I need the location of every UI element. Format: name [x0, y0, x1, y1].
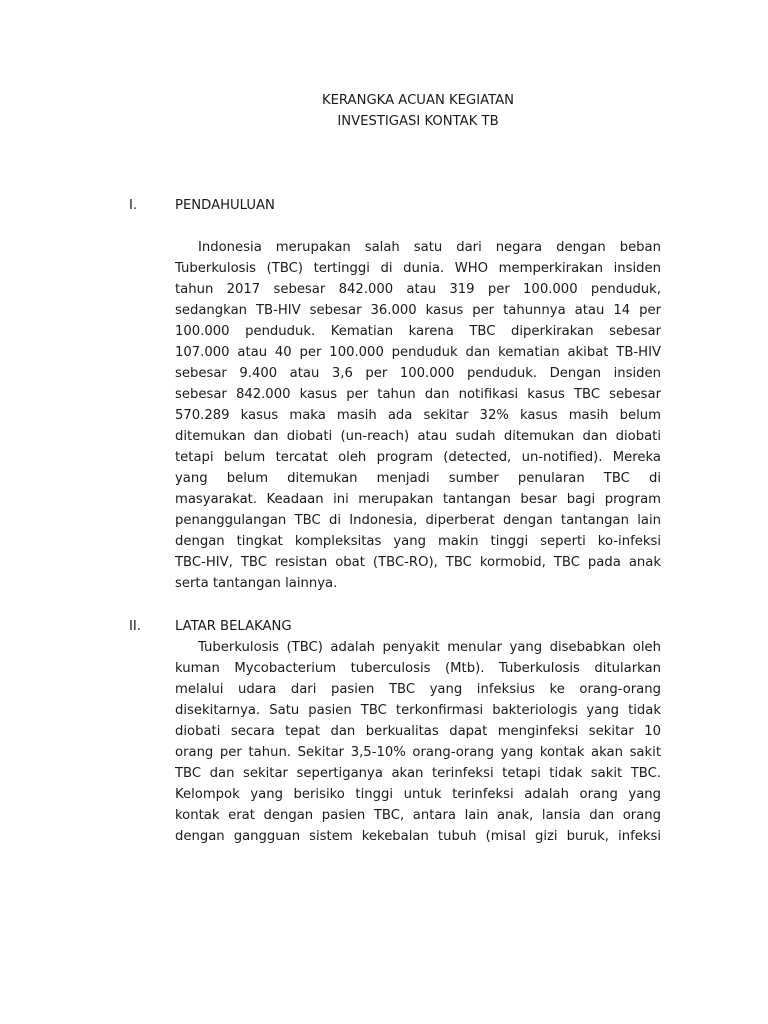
paragraph-line: 100.000 penduduk. Kematian karena TBC diperkirakan sebesar: [175, 324, 661, 339]
paragraph-line: kuman Mycobacterium tuberculosis (Mtb). Tuberkulosis ditularkan: [175, 661, 661, 676]
paragraph-line: 107.000 atau 40 per 100.000 penduduk dan kematian akibat TB-HIV: [175, 345, 661, 360]
paragraph-line: 570.289 kasus maka masih ada sekitar 32% kasus masih belum: [175, 408, 661, 423]
paragraph-line: tahun 2017 sebesar 842.000 atau 319 per 100.000 penduduk,: [175, 282, 661, 297]
paragraph-line: sebesar 9.400 atau 3,6 per 100.000 penduduk. Dengan insiden: [175, 366, 661, 381]
paragraph-line: serta tantangan lainnya.: [175, 576, 338, 591]
section-number: I.: [129, 198, 138, 213]
paragraph-latar-belakang: [175, 637, 661, 847]
paragraph-line: ditemukan dan diobati (un-reach) atau sudah ditemukan dan diobati: [175, 429, 661, 444]
section-title: LATAR BELAKANG: [175, 619, 292, 634]
paragraph-line: disekitarnya. Satu pasien TBC terkonfirmasi bakteriologis yang tidak: [175, 703, 661, 718]
section-title: PENDAHULUAN: [175, 198, 275, 213]
document-title: [0, 90, 768, 132]
paragraph-line: Indonesia merupakan salah satu dari negara dengan beban: [198, 240, 661, 255]
section-number: II.: [129, 619, 141, 634]
paragraph-line: masyarakat. Keadaan ini merupakan tantangan besar bagi program: [175, 492, 661, 507]
paragraph-line: sebesar 842.000 kasus per tahun dan notifikasi kasus TBC sebesar: [175, 387, 661, 402]
paragraph-line: TBC-HIV, TBC resistan obat (TBC-RO), TBC kormobid, TBC pada anak: [175, 555, 661, 570]
paragraph-line: tetapi belum tercatat oleh program (detected, un-notified). Mereka: [175, 450, 661, 465]
paragraph-line: Kelompok yang berisiko tinggi untuk terinfeksi adalah orang yang: [175, 787, 661, 802]
paragraph-line: Tuberkulosis (TBC) tertinggi di dunia. WHO memperkirakan insiden: [175, 261, 661, 276]
paragraph-line: kontak erat dengan pasien TBC, antara lain anak, lansia dan orang: [175, 808, 661, 823]
paragraph-line: yang belum ditemukan menjadi sumber penularan TBC di: [175, 471, 661, 486]
title-line-2: INVESTIGASI KONTAK TB: [337, 114, 499, 129]
paragraph-pendahuluan: [175, 237, 661, 594]
paragraph-line: dengan tingkat kompleksitas yang makin tinggi seperti ko-infeksi: [175, 534, 661, 549]
paragraph-line: Tuberkulosis (TBC) adalah penyakit menular yang disebabkan oleh: [198, 640, 661, 655]
paragraph-line: diobati secara tepat dan berkualitas dapat menginfeksi sekitar 10: [175, 724, 661, 739]
paragraph-line: dengan gangguan sistem kekebalan tubuh (misal gizi buruk, infeksi: [175, 829, 661, 844]
paragraph-line: orang per tahun. Sekitar 3,5-10% orang-orang yang kontak akan sakit: [175, 745, 661, 760]
paragraph-line: penanggulangan TBC di Indonesia, diperberat dengan tantangan lain: [175, 513, 661, 528]
paragraph-line: sedangkan TB-HIV sebesar 36.000 kasus per tahunnya atau 14 per: [175, 303, 661, 318]
paragraph-line: TBC dan sekitar sepertiganya akan terinfeksi tetapi tidak sakit TBC.: [175, 766, 661, 781]
title-line-1: KERANGKA ACUAN KEGIATAN: [321, 93, 515, 108]
paragraph-line: melalui udara dari pasien TBC yang infeksius ke orang-orang: [175, 682, 661, 697]
